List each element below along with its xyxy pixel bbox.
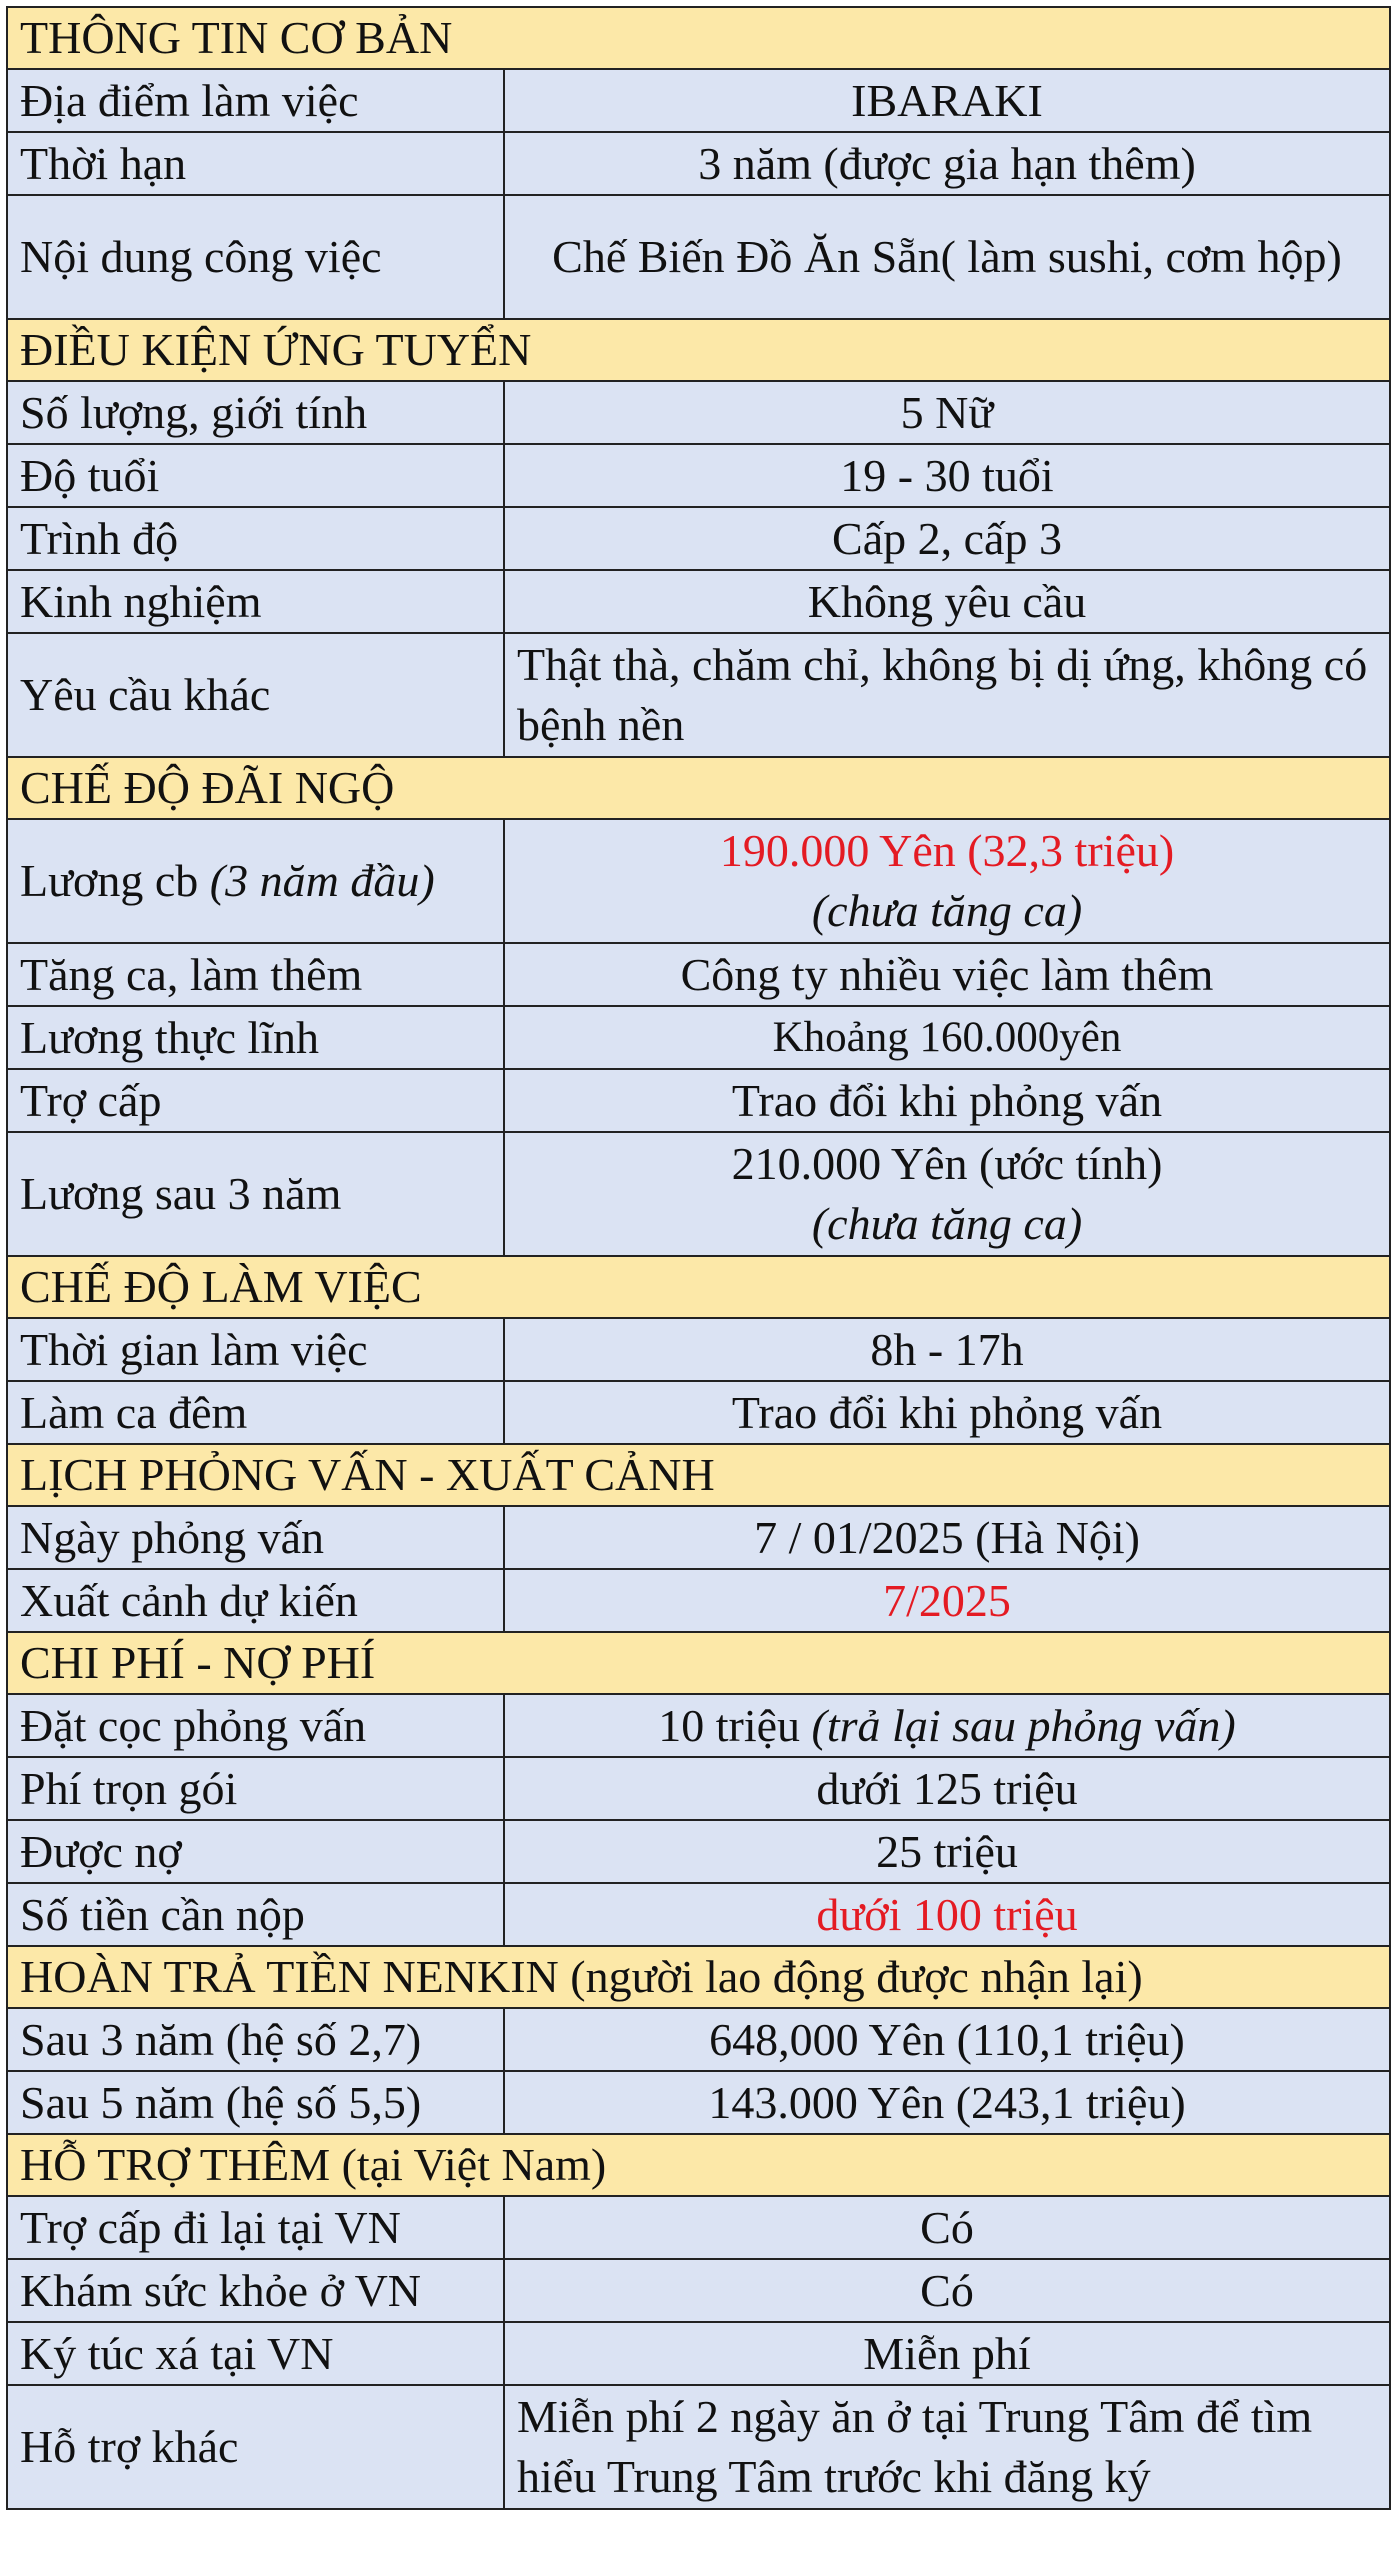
table-row xyxy=(7,1506,1390,1569)
row-label: Số lượng, giới tính xyxy=(7,381,504,444)
table-row xyxy=(7,1694,1390,1757)
table-row xyxy=(7,381,1390,444)
row-value: 8h - 17h xyxy=(504,1318,1390,1381)
row-label: Phí trọn gói xyxy=(7,1757,504,1820)
salary-value: 190.000 Yên (32,3 triệu) xyxy=(719,825,1175,876)
row-value: Có xyxy=(504,2259,1390,2322)
row-label: Tăng ca, làm thêm xyxy=(7,943,504,1006)
table-row xyxy=(7,1006,1390,1069)
row-value xyxy=(504,1694,1390,1757)
section-costs: CHI PHÍ - NỢ PHÍ xyxy=(7,1632,1390,1694)
row-value: Công ty nhiều việc làm thêm xyxy=(504,943,1390,1006)
section-row xyxy=(7,1946,1390,2008)
section-row xyxy=(7,2134,1390,2196)
row-value: Không yêu cầu xyxy=(504,570,1390,633)
row-label: Sau 3 năm (hệ số 2,7) xyxy=(7,2008,504,2071)
row-value: dưới 125 triệu xyxy=(504,1757,1390,1820)
row-label: Kinh nghiệm xyxy=(7,570,504,633)
table-row xyxy=(7,819,1390,943)
row-value xyxy=(504,1132,1390,1256)
row-label: Ký túc xá tại VN xyxy=(7,2322,504,2385)
row-value: dưới 100 triệu xyxy=(504,1883,1390,1946)
salary-after-value: 210.000 Yên (ước tính) xyxy=(731,1138,1163,1189)
row-value xyxy=(504,819,1390,943)
row-value: Có xyxy=(504,2196,1390,2259)
table-row xyxy=(7,2008,1390,2071)
table-row xyxy=(7,1381,1390,1444)
row-label: Thời hạn xyxy=(7,132,504,195)
table-row xyxy=(7,1069,1390,1132)
table-row xyxy=(7,1569,1390,1632)
row-value: Cấp 2, cấp 3 xyxy=(504,507,1390,570)
section-row xyxy=(7,1444,1390,1506)
row-label-text: Lương cb xyxy=(20,855,199,906)
table-row xyxy=(7,2196,1390,2259)
row-label: Xuất cảnh dự kiến xyxy=(7,1569,504,1632)
job-info-table xyxy=(6,6,1391,2510)
table-row xyxy=(7,195,1390,319)
section-support: HỖ TRỢ THÊM (tại Việt Nam) xyxy=(7,2134,1390,2196)
section-row xyxy=(7,757,1390,819)
section-row xyxy=(7,7,1390,69)
row-value: Thật thà, chăm chỉ, không bị dị ứng, không có bệnh nền xyxy=(504,633,1390,757)
row-label: Lương sau 3 năm xyxy=(7,1132,504,1256)
row-label: Đặt cọc phỏng vấn xyxy=(7,1694,504,1757)
section-work-regime: CHẾ ĐỘ LÀM VIỆC xyxy=(7,1256,1390,1318)
table-row xyxy=(7,570,1390,633)
section-schedule: LỊCH PHỎNG VẤN - XUẤT CẢNH xyxy=(7,1444,1390,1506)
section-basic-info: THÔNG TIN CƠ BẢN xyxy=(7,7,1390,69)
section-conditions: ĐIỀU KIỆN ỨNG TUYỂN xyxy=(7,319,1390,381)
row-value: Trao đổi khi phỏng vấn xyxy=(504,1381,1390,1444)
row-value: Chế Biến Đồ Ăn Sẵn( làm sushi, cơm hộp) xyxy=(504,195,1390,319)
table-row xyxy=(7,1757,1390,1820)
row-value: 7/2025 xyxy=(504,1569,1390,1632)
row-label: Yêu cầu khác xyxy=(7,633,504,757)
row-label: Được nợ xyxy=(7,1820,504,1883)
row-label: Độ tuổi xyxy=(7,444,504,507)
row-value: Miễn phí xyxy=(504,2322,1390,2385)
table-row xyxy=(7,2322,1390,2385)
row-label: Ngày phỏng vấn xyxy=(7,1506,504,1569)
table-row xyxy=(7,943,1390,1006)
section-row xyxy=(7,319,1390,381)
row-value: 19 - 30 tuổi xyxy=(504,444,1390,507)
table-row xyxy=(7,2071,1390,2134)
table-row xyxy=(7,444,1390,507)
row-value: IBARAKI xyxy=(504,69,1390,132)
table-row xyxy=(7,633,1390,757)
row-value: 7 / 01/2025 (Hà Nội) xyxy=(504,1506,1390,1569)
deposit-note: (trả lại sau phỏng vấn) xyxy=(811,1699,1236,1751)
salary-note: (chưa tăng ca) xyxy=(811,885,1083,936)
row-value: Miễn phí 2 ngày ăn ở tại Trung Tâm để tìm hiểu Trung Tâm trước khi đăng ký xyxy=(504,2385,1390,2509)
row-label: Lương thực lĩnh xyxy=(7,1006,504,1069)
row-label: Trợ cấp xyxy=(7,1069,504,1132)
row-label: Hỗ trợ khác xyxy=(7,2385,504,2509)
section-row xyxy=(7,1632,1390,1694)
deposit-value: 10 triệu xyxy=(658,1699,801,1751)
section-row xyxy=(7,1256,1390,1318)
row-value: Trao đổi khi phỏng vấn xyxy=(504,1069,1390,1132)
table-row xyxy=(7,1318,1390,1381)
table-row xyxy=(7,2385,1390,2509)
row-label: Thời gian làm việc xyxy=(7,1318,504,1381)
row-value: 25 triệu xyxy=(504,1820,1390,1883)
row-label: Sau 5 năm (hệ số 5,5) xyxy=(7,2071,504,2134)
table-row xyxy=(7,69,1390,132)
row-label: Làm ca đêm xyxy=(7,1381,504,1444)
section-benefits: CHẾ ĐỘ ĐÃI NGỘ xyxy=(7,757,1390,819)
row-label: Trợ cấp đi lại tại VN xyxy=(7,2196,504,2259)
row-label: Khám sức khỏe ở VN xyxy=(7,2259,504,2322)
salary-after-note: (chưa tăng ca) xyxy=(811,1198,1083,1249)
row-label: Trình độ xyxy=(7,507,504,570)
table-row xyxy=(7,1883,1390,1946)
row-label: Địa điểm làm việc xyxy=(7,69,504,132)
table-row xyxy=(7,132,1390,195)
row-value: 3 năm (được gia hạn thêm) xyxy=(504,132,1390,195)
row-label: Nội dung công việc xyxy=(7,195,504,319)
table-row xyxy=(7,1820,1390,1883)
row-label: Số tiền cần nộp xyxy=(7,1883,504,1946)
row-value: 648,000 Yên (110,1 triệu) xyxy=(504,2008,1390,2071)
row-value: Khoảng 160.000yên xyxy=(504,1006,1390,1069)
table-row xyxy=(7,507,1390,570)
row-value: 143.000 Yên (243,1 triệu) xyxy=(504,2071,1390,2134)
row-value: 5 Nữ xyxy=(504,381,1390,444)
row-label-note: (3 năm đầu) xyxy=(209,855,435,906)
table-row xyxy=(7,1132,1390,1256)
section-nenkin: HOÀN TRẢ TIỀN NENKIN (người lao động được nhận lại) xyxy=(7,1946,1390,2008)
row-label xyxy=(7,819,504,943)
table-row xyxy=(7,2259,1390,2322)
